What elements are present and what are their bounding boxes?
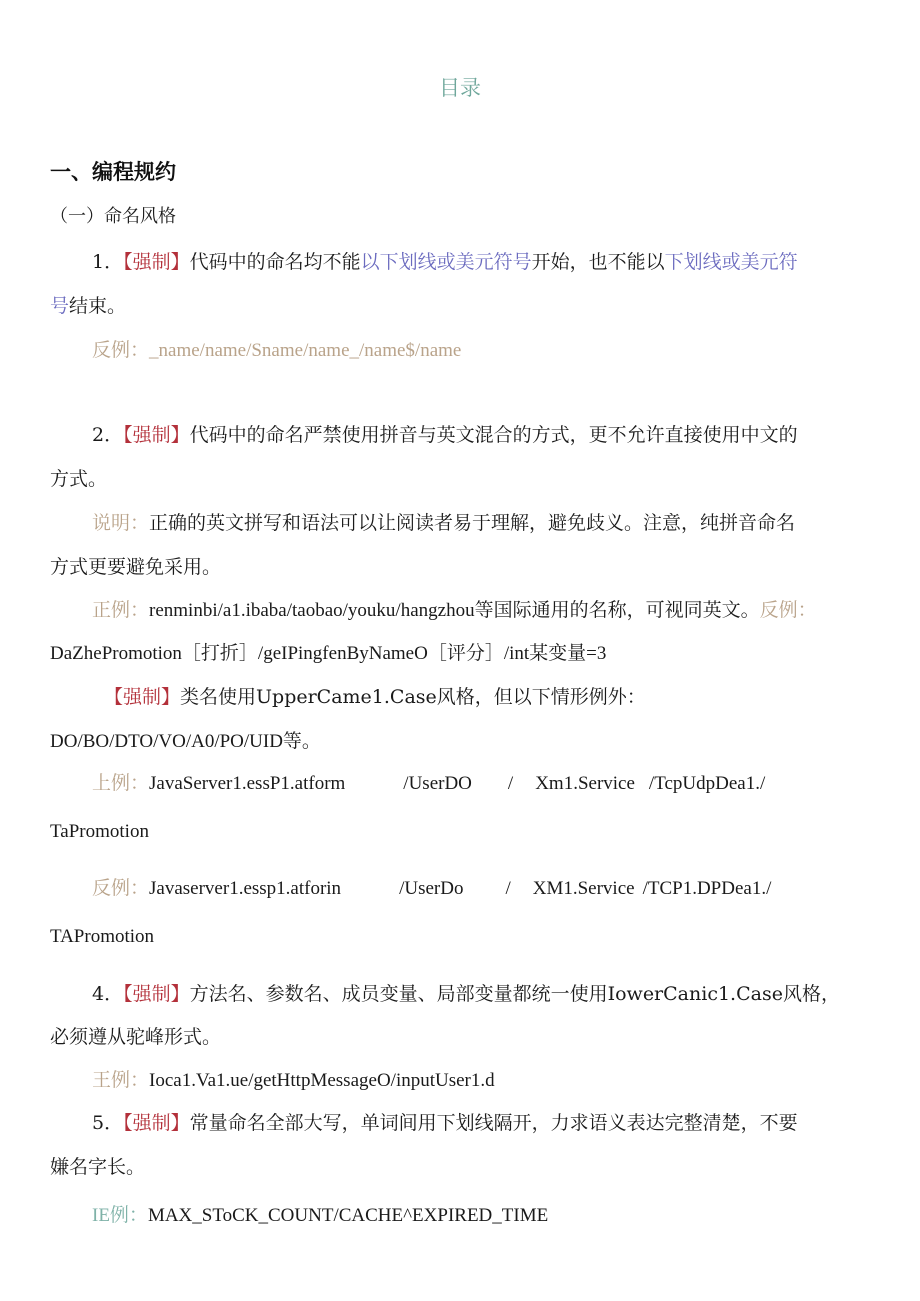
positive-example-label: IE例： [92, 1205, 148, 1226]
example-text: / [507, 773, 514, 794]
example-text: Javaserver1.essp1.atforin [149, 878, 342, 899]
rule-5-line-1 [92, 1110, 798, 1136]
highlight-text: 下划线或美元符 [664, 251, 798, 273]
rule-3-counter-example-cont: TAPromotion [50, 926, 155, 947]
example-text: 等国际通用的名称，可视同英文。 [474, 599, 760, 621]
rule-number: 4． [92, 983, 124, 1005]
rule-5-example [92, 1203, 548, 1229]
rule-2-note [92, 510, 795, 536]
counter-example-label: 反例： [759, 599, 817, 621]
rule-5-line-2: 嫌名字长。 [50, 1156, 146, 1178]
page-title: 目录 [439, 76, 481, 100]
note-label: 说明： [92, 512, 150, 534]
rule-text: 开始，也不能以 [531, 251, 665, 273]
example-text: XM1.Service [532, 878, 635, 899]
rule-2-examples [92, 597, 817, 624]
rule-3-counter-example [92, 876, 771, 902]
note-text: 正确的英文拼写和语法可以让阅读者易于理解，避免歧义。注意，纯拼音命名 [149, 512, 796, 534]
rule-number: 1． [92, 251, 124, 273]
highlight-text: 以下划线或美元符号 [360, 251, 532, 273]
rule-1-line-1 [92, 249, 798, 275]
rule-4-example [92, 1068, 495, 1094]
mandatory-tag: 【强制】 [123, 251, 190, 273]
rule-3-positive-example-cont: TaPromotion [50, 821, 149, 842]
rule-4-line-1 [92, 981, 840, 1007]
mandatory-tag: 【强制】 [123, 1112, 190, 1134]
counter-example-label: 反例： [92, 339, 150, 361]
positive-example-text: renminbi/a1.ibaba/taobao/youku/hangzhou [149, 600, 475, 621]
rule-2-counter-example: DaZhePromotion［打折］/geIPingfenByNameO［评分］/int某变量=3 [50, 643, 607, 664]
rule-1-counter-example [92, 337, 461, 364]
rule-text: 类名使用UpperCame1.Case风格，但以下情形例外： [180, 686, 646, 708]
rule-3-positive-example [92, 771, 765, 797]
mandatory-tag: 【强制】 [123, 424, 190, 446]
rule-text: 方法名、参数名、成员变量、局部变量都统一使用IowerCanic1.Case风格， [189, 983, 840, 1005]
rule-number: 5． [92, 1112, 124, 1134]
positive-example-label: 上例： [92, 773, 150, 794]
rule-4-line-2: 必须遵从驼峰形式。 [50, 1026, 222, 1048]
rule-2-line-2: 方式。 [50, 468, 108, 490]
example-text: /UserDO [403, 773, 472, 794]
example-text: / [505, 878, 511, 899]
example-text: Xm1.Service [535, 773, 635, 794]
rule-1-line-2 [50, 293, 126, 319]
rule-text: 常量命名全部大写，单词间用下划线隔开，力求语义表达完整清楚，不要 [189, 1112, 798, 1134]
mandatory-tag: 【强制】 [123, 983, 190, 1005]
example-text: /UserDo [399, 878, 464, 899]
rule-text: 结束。 [69, 295, 127, 317]
rule-3-line-1 [104, 684, 646, 710]
counter-example-text: _name/name/Sname/name_/name$/name [149, 340, 462, 361]
example-text: JavaServer1.essP1.atform [149, 773, 346, 794]
mandatory-tag: 【强制】 [104, 686, 181, 708]
example-text: Ioca1.Va1.ue/getHttpMessageO/inputUser1.d [149, 1070, 495, 1091]
rule-text: 代码中的命名均不能 [189, 251, 361, 273]
rule-text: 代码中的命名严禁使用拼音与英文混合的方式，更不允许直接使用中文的 [189, 424, 798, 446]
rule-3-line-2: DO/BO/DTO/VO/A0/PO/UID等。 [50, 731, 321, 752]
example-text: /TCP1.DPDea1./ [642, 878, 772, 899]
positive-example-label: 正例： [92, 599, 150, 621]
positive-example-label: 王例： [92, 1070, 150, 1091]
highlight-text: 号 [50, 295, 70, 317]
rule-2-line-1 [92, 422, 798, 448]
example-text: MAX_SToCK_COUNT/CACHE^EXPIRED_TIME [147, 1205, 549, 1226]
counter-example-label: 反例： [92, 878, 150, 899]
rule-number: 2． [92, 424, 124, 446]
rule-2-note-cont: 方式更要避免采用。 [50, 556, 222, 578]
example-text: /TcpUdpDea1./ [648, 773, 766, 794]
subsection-heading: （一）命名风格 [50, 206, 176, 227]
section-heading: 一、编程规约 [50, 160, 176, 184]
